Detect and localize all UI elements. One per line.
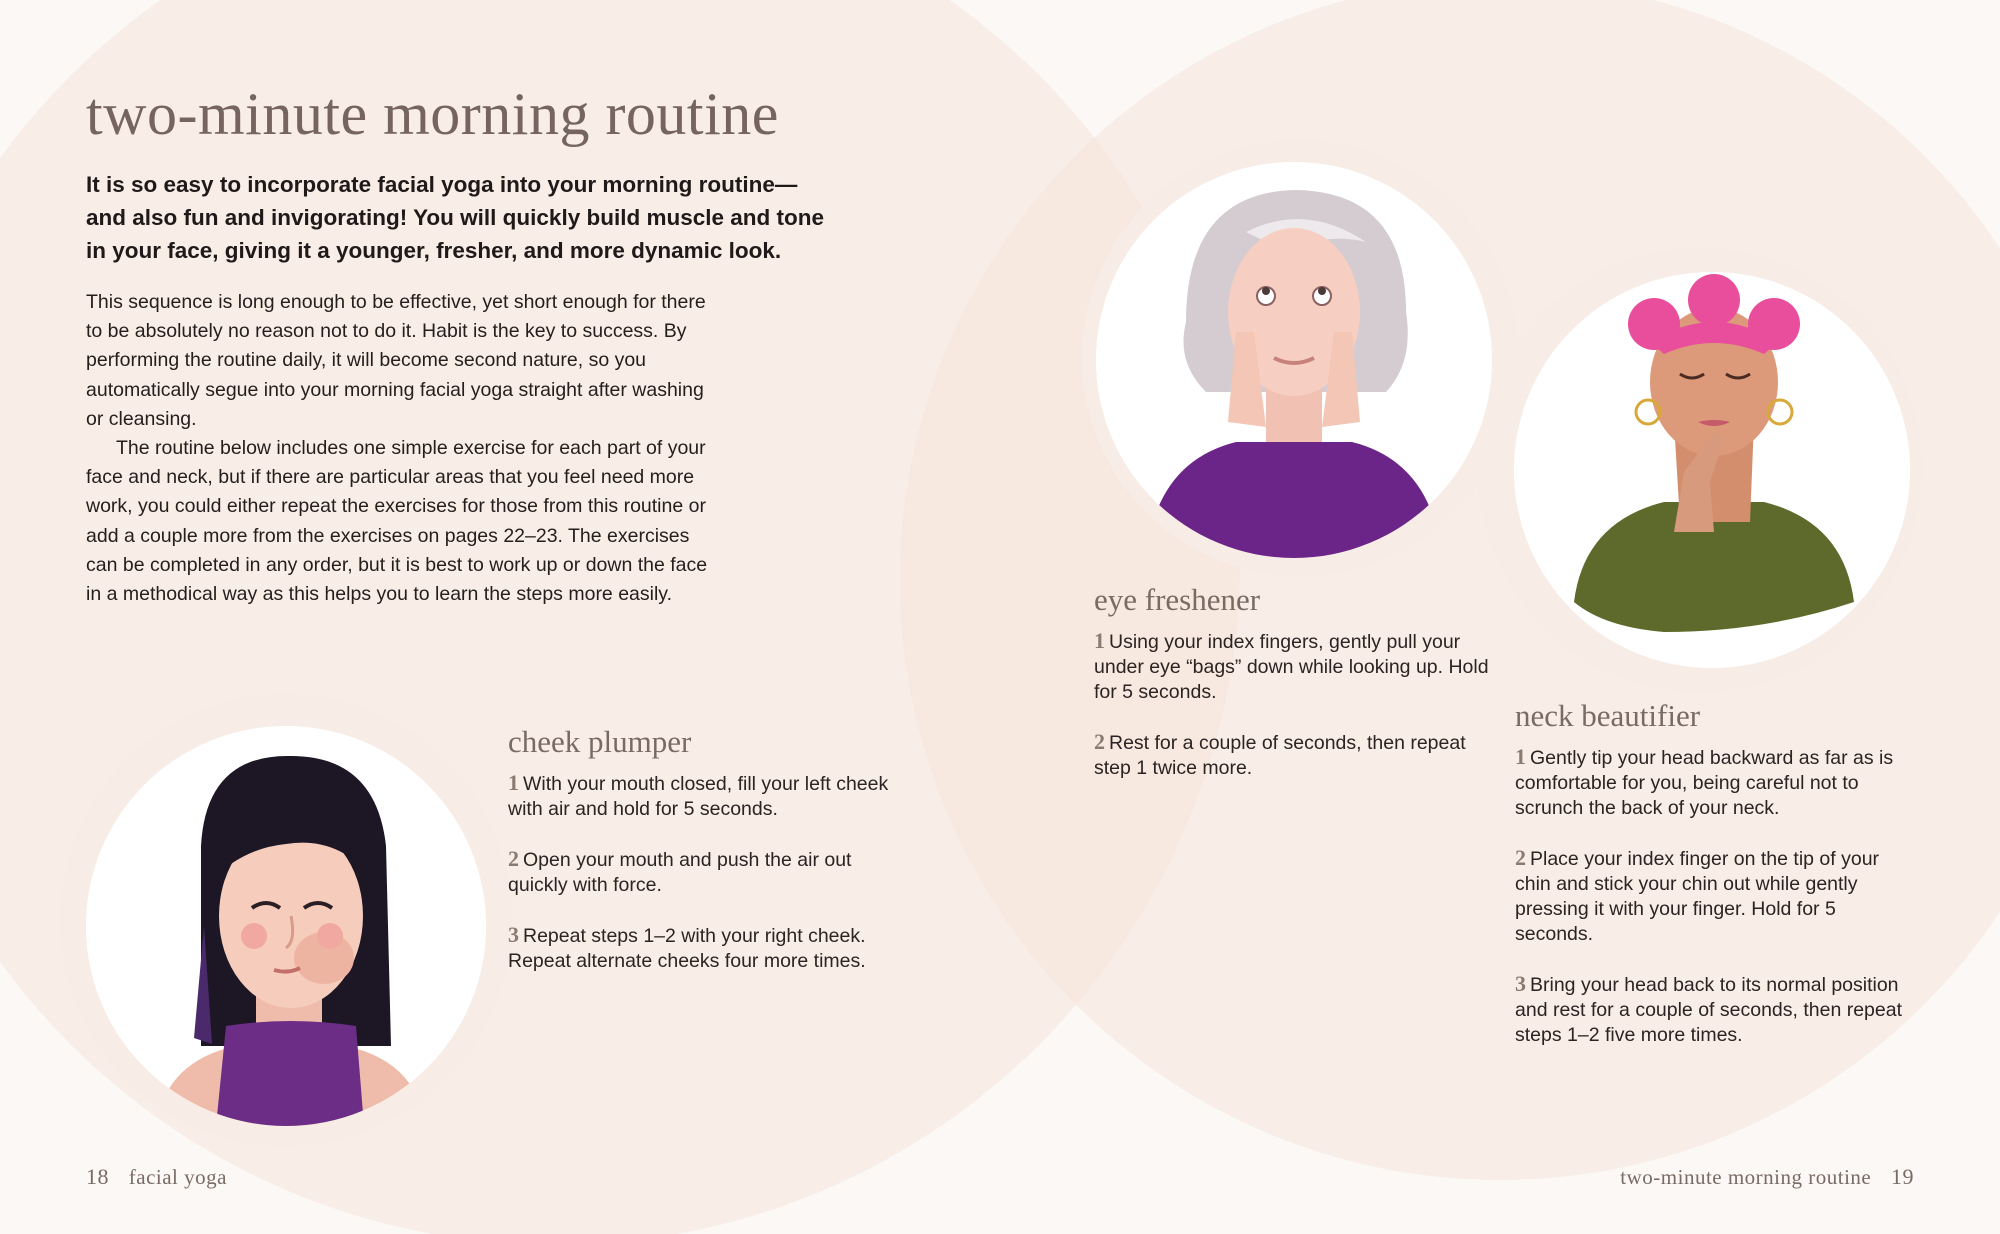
step-number: 1 bbox=[1515, 744, 1526, 769]
eye-freshener-illustration bbox=[1096, 162, 1492, 558]
page-title: two-minute morning routine bbox=[86, 81, 779, 147]
body-paragraph-1: This sequence is long enough to be effective, yet short enough for there to be absolutely no reason not to do it. Habit is the key to success. By performing the routine daily, it will become second nature, so you automatically segue into your morning facial yoga straight after washing or cleansing. bbox=[86, 291, 706, 430]
neck-beautifier-steps bbox=[1515, 744, 1915, 1072]
step-number: 3 bbox=[1515, 971, 1526, 996]
neck-beautifier-title: neck beautifier bbox=[1515, 698, 1701, 733]
eye-freshener-steps bbox=[1094, 628, 1494, 805]
cheek-step-2 bbox=[508, 846, 908, 898]
cheek-plumper-title: cheek plumper bbox=[508, 724, 692, 759]
step-number: 2 bbox=[1094, 729, 1105, 754]
cheek-plumper-steps bbox=[508, 770, 908, 998]
left-running-head: facial yoga bbox=[128, 1165, 227, 1189]
step-text: With your mouth closed, fill your left cheek with air and hold for 5 seconds. bbox=[508, 773, 889, 820]
eye-step-2 bbox=[1094, 729, 1494, 781]
step-text: Bring your head back to its normal position and rest for a couple of seconds, then repeat steps 1–2 five more times. bbox=[1515, 974, 1903, 1046]
step-text: Open your mouth and push the air out quickly with force. bbox=[508, 849, 852, 896]
step-number: 1 bbox=[508, 770, 519, 795]
eye-freshener-title: eye freshener bbox=[1094, 582, 1261, 617]
left-page-number: 18 bbox=[86, 1164, 109, 1189]
neck-beautifier-illustration bbox=[1514, 272, 1910, 668]
right-folio bbox=[1620, 1164, 1914, 1190]
body-text bbox=[86, 288, 726, 609]
body-paragraph-2: The routine below includes one simple exercise for each part of your face and neck, but if there are particular areas that you feel need more work, you could either repeat the exercises for those from this routine or add a couple more from the exercises on pages 22–23. The exercises can be completed in any order, but it is best to work up or down the face in a methodical way as this helps you to learn the steps more easily. bbox=[86, 437, 708, 606]
step-number: 2 bbox=[1515, 845, 1526, 870]
cheek-step-1 bbox=[508, 770, 908, 822]
right-running-head: two-minute morning routine bbox=[1620, 1165, 1872, 1189]
neck-step-1 bbox=[1515, 744, 1915, 821]
neck-step-2 bbox=[1515, 845, 1915, 947]
step-number: 1 bbox=[1094, 628, 1105, 653]
left-folio bbox=[86, 1164, 227, 1190]
step-number: 3 bbox=[508, 922, 519, 947]
cheek-plumper-illustration bbox=[86, 726, 486, 1126]
eye-step-1 bbox=[1094, 628, 1494, 705]
right-page-number: 19 bbox=[1891, 1164, 1914, 1189]
step-text: Rest for a couple of seconds, then repeat step 1 twice more. bbox=[1094, 732, 1466, 779]
neck-step-3 bbox=[1515, 971, 1915, 1048]
cheek-step-3 bbox=[508, 922, 908, 974]
step-text: Gently tip your head backward as far as is comfortable for you, being careful not to scrunch the back of your neck. bbox=[1515, 747, 1894, 819]
lead-paragraph: It is so easy to incorporate facial yoga into your morning routine—and also fun and invigorating! You will quickly build muscle and tone in your face, giving it a younger, fresher, and more dynamic look. bbox=[86, 172, 824, 263]
step-text: Repeat steps 1–2 with your right cheek. Repeat alternate cheeks four more times. bbox=[508, 925, 866, 972]
step-text: Using your index fingers, gently pull your under eye “bags” down while looking up. Hold for 5 seconds. bbox=[1094, 631, 1489, 703]
step-number: 2 bbox=[508, 846, 519, 871]
step-text: Place your index finger on the tip of your chin and stick your chin out while gently pressing it with your finger. Hold for 5 seconds. bbox=[1515, 848, 1880, 945]
